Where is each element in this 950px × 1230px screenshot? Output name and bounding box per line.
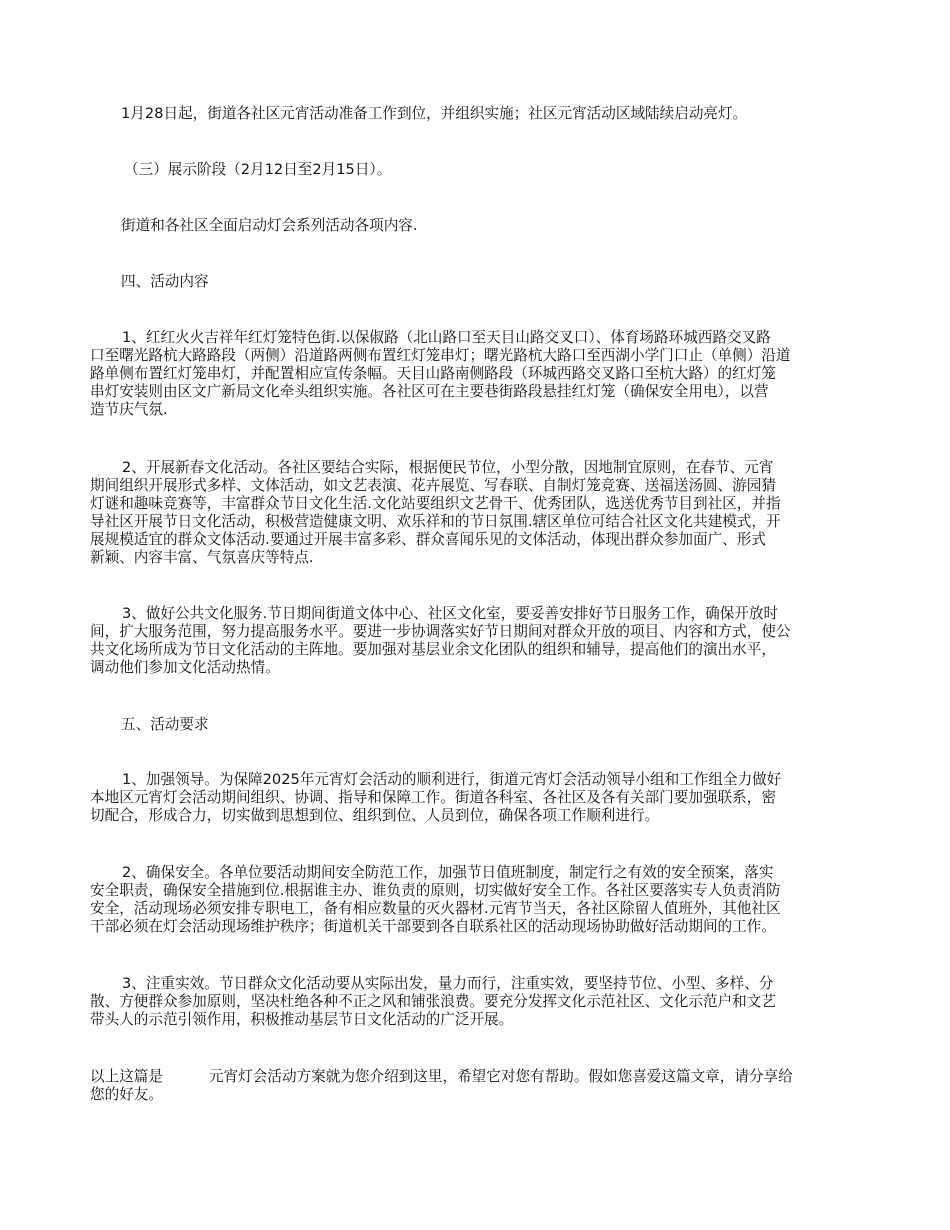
paragraph-display-stage-heading: （三）展示阶段（2月12日至2月15日）。 (124, 161, 392, 178)
content-1-line-4: 串灯安装则由区文广新局文化牵头组织实施。各社区可在主要巷街路段悬挂红灯笼（确保安全用电），以营 (90, 383, 769, 400)
requirement-2-line-4: 干部必须在灯会活动现场维护秩序；街道机关干部要到各自联系社区的活动现场协助做好活动期间的工作。 (90, 918, 776, 935)
content-1-line-2: 口至曙光路杭大路路段（两侧）沿道路两侧布置红灯笼串灯；曙光路杭大路口至西湖小学门口止（单侧）沿道 (90, 347, 791, 364)
requirement-1-line-3: 切配合，形成合力，切实做到思想到位、组织到位、人员到位，确保各项工作顺利进行。 (90, 807, 660, 824)
paragraph-content-3 (90, 605, 860, 677)
paragraph-requirement-3 (90, 975, 860, 1029)
requirement-3-line-3: 带头人的示范引领作用，积极推动基层节日文化活动的广泛开展。 (90, 1011, 514, 1028)
paragraph-content-1 (90, 329, 860, 419)
closing-line-1 (90, 1068, 860, 1086)
content-3-line-3: 共文化场所成为节日文化活动的主阵地。要加强对基层业余文化团队的组织和辅导，提高他们的演出水平， (90, 641, 776, 658)
content-1-line-5: 造节庆气氛. (90, 401, 168, 418)
requirement-2-line-2: 安全职责，确保安全措施到位.根据谁主办、谁负责的原则，切实做好安全工作。各社区要落实专人负责消防 (90, 882, 781, 899)
content-2-line-4: 导社区开展节日文化活动，积极营造健康文明、欢乐祥和的节日氛围.辖区单位可结合社区文化共建模式，开 (90, 513, 781, 530)
requirement-1-line-1: 1、加强领导。为保障2025年元宵灯会活动的顺利进行，街道元宵灯会活动领导小组和工作组全力做好 (122, 771, 782, 788)
requirement-3-line-2: 散、方便群众参加原则，坚决杜绝各种不正之风和铺张浪费。要充分发挥文化示范社区、文化示范户和文艺 (90, 993, 776, 1010)
section-heading-activity-content: 四、活动内容 (121, 273, 209, 290)
paragraph-requirement-2 (90, 864, 860, 936)
content-2-line-1: 2、开展新春文化活动。各社区要结合实际，根据便民节位，小型分散，因地制宜原则，在春节、元宵 (122, 459, 774, 476)
paragraph-requirement-1 (90, 771, 860, 825)
requirement-1-line-2: 本地区元宵灯会活动期间组织、协调、指导和保障工作。街道各科室、各社区及各有关部门要加强联系，密 (90, 789, 776, 806)
content-2-line-5: 展规模适宜的群众文体活动.要通过开展丰富多彩、群众喜闻乐见的文体活动，体现出群众参加面广、形式 (90, 531, 766, 548)
requirement-3-line-1: 3、注重实效。节日群众文化活动要从实际出发，量力而行，注重实效，要坚持节位、小型、多样、分 (122, 975, 774, 992)
paragraph-prep-stage: 1月28日起，街道各社区元宵活动准备工作到位，并组织实施；社区元宵活动区域陆续启动亮灯。 (121, 105, 748, 122)
content-3-line-4: 调动他们参加文化活动热情。 (90, 659, 280, 676)
content-2-line-3: 灯谜和趣味竞赛等，丰富群众节日文化生活.文化站要组织文艺骨干、优秀团队，选送优秀节目到社区，并指 (90, 495, 781, 512)
content-2-line-6: 新颖、内容丰富、气氛喜庆等特点. (90, 549, 314, 566)
paragraph-display-stage-body: 街道和各社区全面启动灯会系列活动各项内容. (121, 217, 418, 234)
content-3-line-2: 间，扩大服务范围，努力提高服务水平。要进一步协调落实好节日期间对群众开放的项目、内容和方式，使公 (90, 623, 791, 640)
requirement-2-line-3: 安全，活动现场必须安排专职电工，备有相应数量的灭火器材.元宵节当天，各社区除留人值班外，其他社区 (90, 900, 781, 917)
content-1-line-3: 路单侧布置红灯笼串灯，并配置相应宣传条幅。天目山路南侧路段（环城西路交叉路口至杭大路）的红灯笼 (90, 365, 776, 382)
requirement-2-line-1: 2、确保安全。各单位要活动期间安全防范工作，加强节日值班制度，制定行之有效的安全预案，落实 (122, 864, 774, 881)
section-heading-activity-requirements: 五、活动要求 (121, 716, 209, 733)
content-1-line-1: 1、红红火火吉祥年红灯笼特色街.以保俶路（北山路口至天目山路交叉口）、体育场路环城西路交叉路 (122, 329, 771, 346)
paragraph-content-2 (90, 459, 860, 567)
closing-line-2: 您的好友。 (90, 1086, 163, 1103)
closing-body: 元宵灯会活动方案就为您介绍到这里，希望它对您有帮助。假如您喜爱这篇文章，请分享给 (208, 1068, 793, 1085)
paragraph-closing (90, 1068, 860, 1104)
closing-prefix: 以上这篇是 (90, 1068, 163, 1085)
content-3-line-1: 3、做好公共文化服务.节日期间街道文体中心、社区文化室，要妥善安排好节日服务工作，确保开放时 (122, 605, 779, 622)
content-2-line-2: 期间组织开展形式多样、文体活动，如文艺表演、花卉展览、写春联、自制灯笼竞赛、送福送汤圆、游园猜 (90, 477, 776, 494)
